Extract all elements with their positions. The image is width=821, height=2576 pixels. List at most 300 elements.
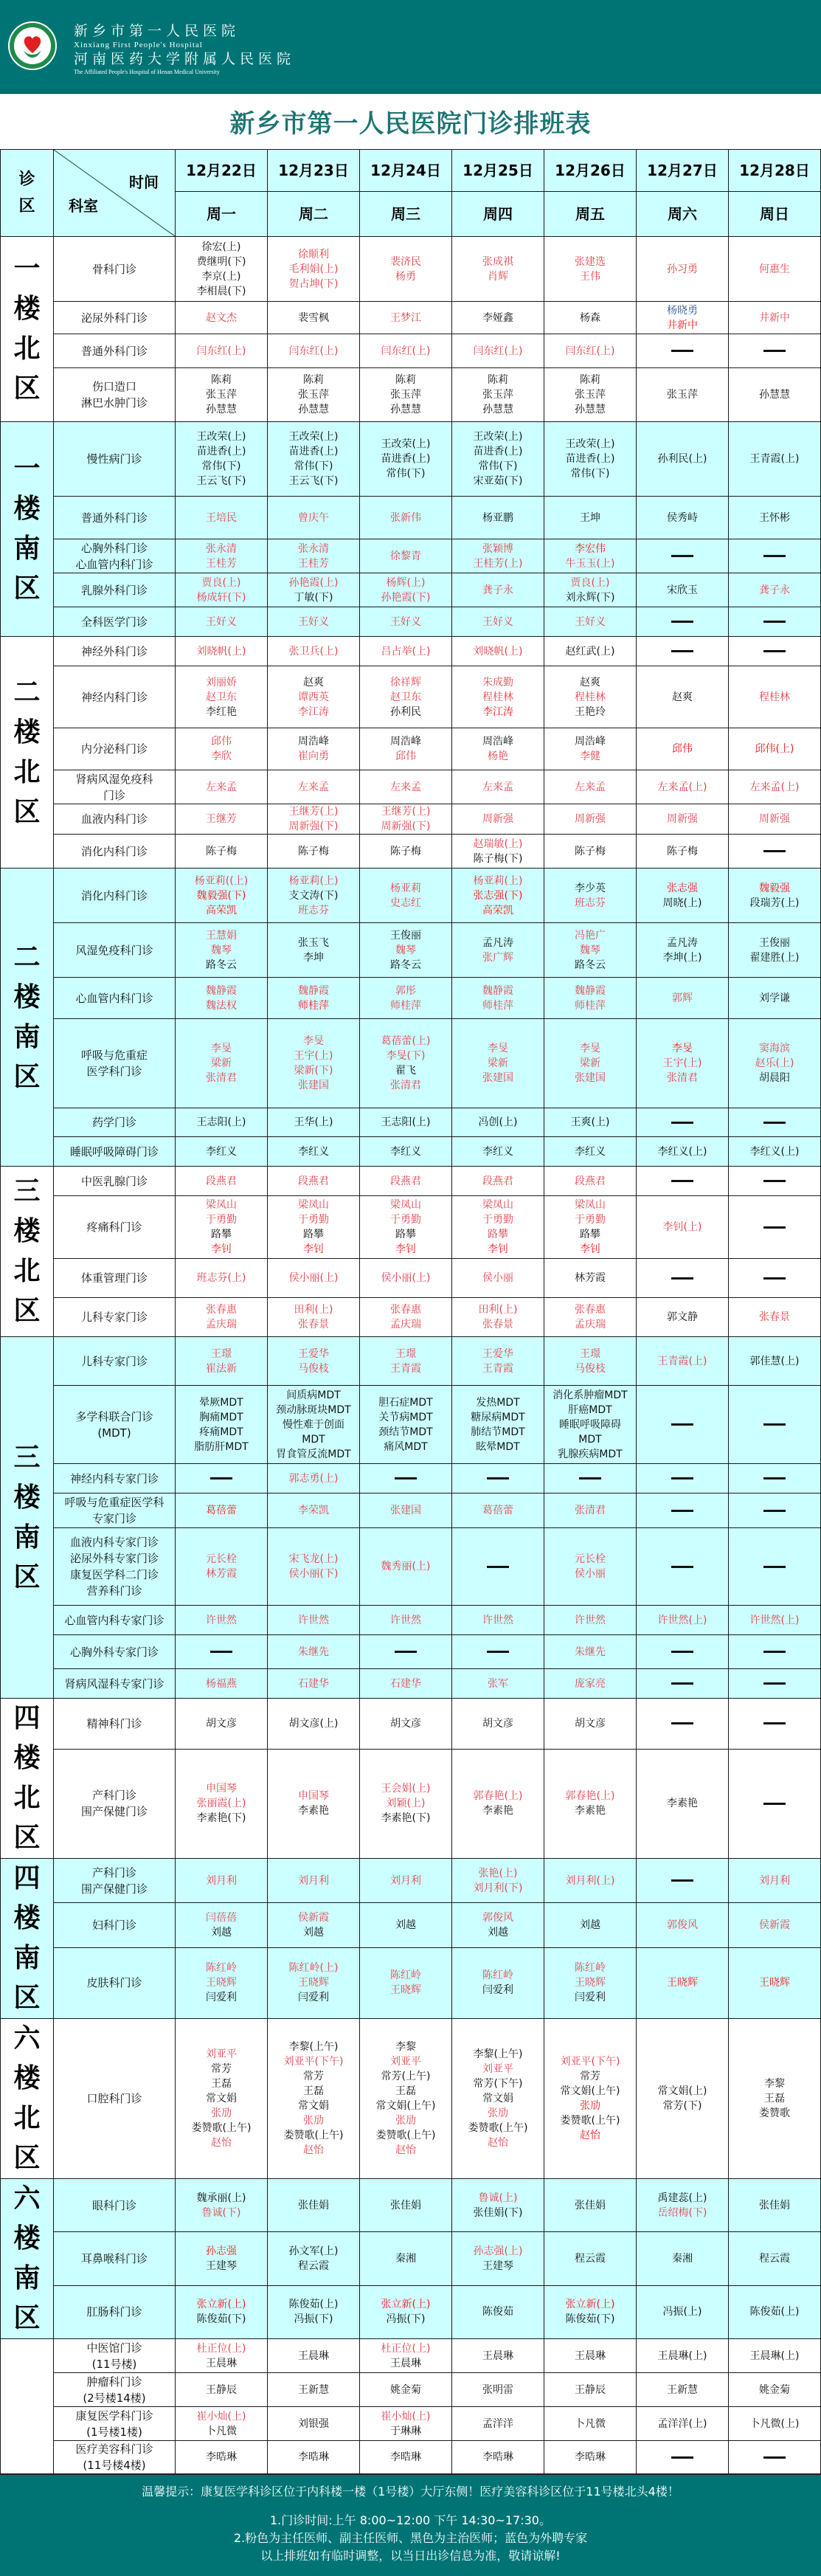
doctor-name: 徐祥辉 <box>390 676 421 688</box>
doctor-name: 程桂林 <box>575 691 606 703</box>
doctor-name: 高荣凯 <box>482 904 513 916</box>
doctor-name: 孟凡涛 <box>667 936 698 949</box>
dash-icon <box>671 650 693 652</box>
doctor-name: 王建琴 <box>206 2259 237 2272</box>
schedule-cell <box>268 1167 360 1196</box>
schedule-cell <box>360 1386 452 1464</box>
doctor-name: 张立新(上) <box>381 2299 431 2311</box>
no-clinic-text <box>509 1471 510 1472</box>
schedule-cell <box>544 1464 637 1494</box>
doctor-name: 郭俊风 <box>667 1919 698 1932</box>
schedule-cell <box>268 2232 360 2285</box>
doctor-name: 邱伟 <box>211 736 232 747</box>
doctor-name: 王晓辉 <box>759 1977 790 1989</box>
doctor-name: 段燕君 <box>575 1175 606 1187</box>
doctor-name: 周新强(下) <box>288 821 339 832</box>
schedule-cell <box>544 237 637 302</box>
no-clinic-dash <box>360 1645 451 1660</box>
doctor-name: 闫爱利 <box>298 1992 329 2004</box>
doctor-name: 李素艳 <box>575 1805 606 1817</box>
footer-line-colors: 2.粉色为主任医师、副主任医师、黑色为主治医师；蓝色为外聘专家 <box>233 2531 588 2545</box>
doctor-name: 王怀彬 <box>759 511 790 524</box>
schedule-cell <box>452 2407 544 2441</box>
doctor-name: 姚金菊 <box>759 2383 790 2396</box>
doctor-name: 周浩峰 <box>482 736 513 747</box>
no-clinic-dash <box>176 1471 267 1486</box>
dash-icon <box>671 1682 693 1685</box>
doctor-name: 孙慧慧 <box>298 404 329 415</box>
doctor-name: 孟洋洋 <box>482 2417 513 2430</box>
doctor-name: 消化系肿瘤MDT <box>552 1389 628 1401</box>
doctor-name: 杨辉(上) <box>386 576 426 589</box>
department-name: 皮肤科门诊 <box>54 1947 176 2018</box>
doctor-name: 李坤 <box>303 951 324 964</box>
schedule-cell <box>637 1137 729 1167</box>
schedule-cell <box>729 2285 821 2338</box>
department-name: 肛肠科门诊 <box>54 2285 176 2338</box>
doctor-name: 于勇勤 <box>390 1214 421 1226</box>
doctor-name: 王好义 <box>390 615 421 628</box>
doctor-name: 陈俊茹(下) <box>196 2313 246 2326</box>
schedule-row <box>1 302 821 334</box>
no-clinic-dash <box>729 1418 820 1432</box>
schedule-cell <box>360 1108 452 1137</box>
dash-icon <box>763 1226 786 1229</box>
hospital-name-cn: 新乡市第一人民医院 <box>74 23 240 39</box>
doctor-name: 刘亚平 <box>206 2048 237 2060</box>
doctor-name: 王静辰 <box>575 2383 606 2396</box>
schedule-cell <box>176 334 268 368</box>
doctor-name: 苗进香(上) <box>196 446 246 457</box>
dash-icon <box>487 1477 509 1479</box>
schedule-row <box>1 1137 821 1167</box>
doctor-name: 于勇勤 <box>298 1214 329 1226</box>
no-clinic-text <box>509 1559 510 1560</box>
doctor-name: 曾庆午 <box>298 511 329 524</box>
schedule-row <box>1 1196 821 1259</box>
schedule-cell <box>268 1528 360 1606</box>
doctor-name: 胡文彦 <box>206 1717 237 1730</box>
doctor-name: 吕占举(上) <box>381 645 431 657</box>
schedule-cell <box>729 804 821 835</box>
schedule-cell <box>544 2441 637 2474</box>
schedule-row <box>1 1108 821 1137</box>
doctor-name: 张艳(上) <box>478 1867 518 1879</box>
schedule-cell <box>729 1196 821 1259</box>
schedule-cell <box>176 637 268 666</box>
doctor-name: 陈莉 <box>303 374 324 386</box>
doctor-name: 李黎(上午) <box>288 2041 339 2053</box>
schedule-row <box>1 1259 821 1298</box>
schedule-row <box>1 1606 821 1635</box>
page-title: 新乡市第一人民医院门诊排班表 <box>229 109 592 139</box>
doctor-name: 李晧琳 <box>298 2451 329 2463</box>
doctor-name: 庞家亮 <box>575 1677 606 1690</box>
department-name: 心血管内科专家门诊 <box>54 1606 176 1635</box>
doctor-name: 张新伟 <box>390 511 421 524</box>
doctor-name: 孟庆瑞 <box>390 1319 421 1330</box>
doctor-name: 慢性难于创面 <box>283 1418 344 1431</box>
schedule-cell <box>360 302 452 334</box>
schedule-cell <box>268 728 360 770</box>
doctor-name: 翟建胜(上) <box>749 951 800 964</box>
schedule-cell <box>268 1669 360 1699</box>
doctor-name: 魏毅强(下) <box>196 889 246 902</box>
schedule-cell <box>452 1019 544 1108</box>
schedule-cell <box>637 2339 729 2373</box>
schedule-row <box>1 2019 821 2179</box>
schedule-cell <box>268 1019 360 1108</box>
doctor-name: 赵怡 <box>488 2137 508 2149</box>
doctor-name: 许世然(上) <box>749 1614 800 1626</box>
doctor-name: 肺结节MDT <box>471 1426 525 1438</box>
date-header: 12月27日 <box>637 150 729 192</box>
doctor-name: 陈子梅 <box>298 845 329 857</box>
doctor-name: 李钊 <box>580 1243 600 1255</box>
schedule-cell <box>637 728 729 770</box>
schedule-cell <box>729 1298 821 1337</box>
doctor-name: 糖尿病MDT <box>471 1411 525 1423</box>
doctor-name: 魏静霞 <box>575 984 606 997</box>
schedule-cell <box>729 368 821 422</box>
schedule-cell <box>544 1606 637 1635</box>
doctor-name: 王云飞(下) <box>288 475 339 487</box>
schedule-cell <box>176 869 268 923</box>
doctor-name: 张成祺 <box>482 255 513 268</box>
date-header-row <box>1 150 821 192</box>
zone-label: 二楼北区 <box>13 677 41 827</box>
schedule-cell <box>268 804 360 835</box>
doctor-name: 张建选 <box>575 255 606 268</box>
doctor-name: 于勇勤 <box>575 1214 606 1226</box>
no-clinic-dash <box>729 2450 820 2465</box>
doctor-name: 王会娟(上) <box>381 1783 431 1795</box>
schedule-cell <box>637 1386 729 1464</box>
schedule-cell <box>268 302 360 334</box>
doctor-name: 魏静霞 <box>482 984 513 997</box>
no-clinic-dash <box>637 1716 728 1731</box>
schedule-cell <box>268 539 360 573</box>
schedule-cell <box>452 2441 544 2474</box>
doctor-name: 牛玉玉(上) <box>565 557 615 570</box>
schedule-cell <box>360 1019 452 1108</box>
doctor-name: 关节病MDT <box>378 1411 433 1423</box>
schedule-cell <box>452 368 544 422</box>
schedule-cell <box>729 835 821 869</box>
doctor-name: 张春惠 <box>206 1304 237 1316</box>
schedule-cell <box>360 2019 452 2179</box>
schedule-cell <box>360 2407 452 2441</box>
schedule-row <box>1 978 821 1019</box>
schedule-cell <box>268 2373 360 2407</box>
doctor-name: 张建国 <box>298 1080 329 1091</box>
doctor-name: 杨森 <box>580 311 600 324</box>
doctor-name: 高荣凯 <box>206 904 237 916</box>
doctor-name: 陈俊茹(下) <box>565 2313 615 2326</box>
schedule-cell <box>268 666 360 728</box>
schedule-cell <box>452 607 544 637</box>
doctor-name: 孙志强 <box>206 2245 237 2257</box>
schedule-cell <box>637 2373 729 2407</box>
zone-label: 三楼北区 <box>13 1176 41 1326</box>
doctor-name: 常芳 <box>211 2063 232 2075</box>
department-name: 肾病风湿科专家门诊 <box>54 1669 176 1699</box>
doctor-name: 张志强 <box>667 882 698 894</box>
dash-icon <box>395 1651 417 1653</box>
schedule-cell <box>360 1298 452 1337</box>
schedule-row <box>1 1947 821 2018</box>
schedule-cell <box>360 1699 452 1750</box>
doctor-name: 贺占坤(下) <box>288 277 339 290</box>
doctor-name: 常文娟(上午) <box>560 2085 620 2097</box>
schedule-cell <box>176 573 268 607</box>
doctor-name: 王磊 <box>764 2093 785 2104</box>
doctor-name: 赵怡 <box>303 2144 324 2156</box>
doctor-name: 于勇勤 <box>206 1214 237 1226</box>
footer-notice <box>0 2474 821 2576</box>
schedule-cell <box>452 770 544 804</box>
doctor-name: 左来孟 <box>575 781 606 793</box>
schedule-cell <box>544 978 637 1019</box>
doctor-name: 闫爱利 <box>575 1992 606 2004</box>
doctor-name: 刘颖(上) <box>386 1798 426 1810</box>
schedule-row <box>1 2441 821 2474</box>
schedule-cell <box>360 1494 452 1528</box>
no-clinic-dash <box>637 1677 728 1691</box>
doctor-name: 颈动脉斑块MDT <box>276 1403 351 1416</box>
schedule-cell <box>268 1903 360 1947</box>
doctor-name: 李少英 <box>575 882 606 894</box>
department-name: 口腔科门诊 <box>54 2019 176 2179</box>
schedule-cell <box>544 334 637 368</box>
schedule-cell <box>637 539 729 573</box>
department-name: 伤口造口 淋巴水肿门诊 <box>54 368 176 422</box>
schedule-row <box>1 368 821 422</box>
doctor-name: 孙慧慧 <box>759 389 790 401</box>
schedule-cell <box>360 539 452 573</box>
doctor-name: 娄赞歌(上午) <box>375 2130 436 2141</box>
dash-icon <box>763 1510 786 1512</box>
no-clinic-dash <box>637 1174 728 1189</box>
schedule-cell <box>729 2232 821 2285</box>
schedule-cell <box>176 2019 268 2179</box>
doctor-name: 侯小丽(上) <box>381 1272 431 1284</box>
department-name: 全科医学门诊 <box>54 607 176 637</box>
doctor-name: 林芳霞 <box>206 1568 237 1580</box>
schedule-cell <box>360 1859 452 1903</box>
doctor-name: 侯新霞 <box>298 1912 329 1924</box>
doctor-name: 郭佳慧(上) <box>749 1355 800 1367</box>
schedule-row <box>1 2285 821 2338</box>
department-name: 神经内科专家门诊 <box>54 1464 176 1494</box>
doctor-name: 张玉萍 <box>206 389 237 401</box>
schedule-cell <box>176 2285 268 2338</box>
schedule-row <box>1 334 821 368</box>
doctor-name: 王璟 <box>395 1347 416 1360</box>
doctor-name: 李红艳 <box>206 705 237 718</box>
schedule-cell <box>452 804 544 835</box>
doctor-name: 李旻 <box>211 1043 232 1054</box>
schedule-row <box>1 804 821 835</box>
zone-header <box>1 150 54 237</box>
doctor-name: 赵爽 <box>303 676 324 688</box>
department-name: 耳鼻喉科门诊 <box>54 2232 176 2285</box>
date-header: 12月24日 <box>360 150 452 192</box>
doctor-name: 魏琴 <box>395 944 416 956</box>
dash-icon <box>487 1566 509 1568</box>
doctor-name: 马俊枝 <box>298 1362 329 1375</box>
doctor-name: 张玉萍 <box>575 389 606 401</box>
doctor-name: 李京(上) <box>201 270 241 283</box>
schedule-cell <box>268 1298 360 1337</box>
doctor-name: 魏静霞 <box>298 984 329 997</box>
doctor-name: 宋欣玉 <box>667 584 698 596</box>
schedule-cell <box>637 2407 729 2441</box>
no-clinic-dash <box>452 1645 544 1660</box>
schedule-cell <box>360 1749 452 1858</box>
schedule-cell <box>729 1494 821 1528</box>
schedule-cell <box>452 2339 544 2373</box>
schedule-cell <box>176 1494 268 1528</box>
doctor-name: 娄赞歌(上午) <box>283 2130 344 2141</box>
doctor-name: 李素艳 <box>482 1805 513 1817</box>
schedule-cell <box>544 1386 637 1464</box>
doctor-name: 李江涛 <box>482 705 513 718</box>
doctor-name: 李红义(上) <box>749 1145 800 1158</box>
no-clinic-text <box>693 1115 694 1116</box>
dash-icon <box>763 350 786 352</box>
doctor-name: 疼痛MDT <box>199 1426 243 1438</box>
schedule-row <box>1 1903 821 1947</box>
schedule-cell <box>729 497 821 539</box>
doctor-name: 王好义 <box>575 615 606 628</box>
zone-label: 二楼南区 <box>13 942 41 1092</box>
department-name: 内分泌科门诊 <box>54 728 176 770</box>
doctor-name: 张佳娟 <box>390 2199 421 2211</box>
schedule-cell <box>637 2285 729 2338</box>
department-name: 疼痛科门诊 <box>54 1196 176 1259</box>
schedule-row <box>1 2407 821 2441</box>
doctor-name: 陈红岭 <box>482 1969 513 1982</box>
schedule-cell <box>452 637 544 666</box>
doctor-name: 郭春艳(上) <box>565 1790 615 1803</box>
doctor-name: 王好义 <box>206 615 237 628</box>
doctor-name: 杨艳 <box>488 750 508 762</box>
schedule-cell <box>360 835 452 869</box>
schedule-cell <box>176 237 268 302</box>
doctor-name: 李旻(下) <box>386 1050 426 1062</box>
schedule-row <box>1 237 821 302</box>
schedule-cell <box>176 368 268 422</box>
schedule-cell <box>360 1947 452 2018</box>
doctor-name: 王改荣(上) <box>565 438 615 450</box>
doctor-name: 王青霞(上) <box>657 1355 707 1367</box>
dash-icon <box>671 2456 693 2459</box>
schedule-cell <box>360 2373 452 2407</box>
doctor-name: 梁凤山 <box>575 1199 606 1211</box>
schedule-cell <box>637 1196 729 1259</box>
zone-label: 四楼南区 <box>13 1863 41 2013</box>
no-clinic-dash <box>729 1174 820 1189</box>
no-clinic-text <box>693 344 694 345</box>
doctor-name: 闫东红(上) <box>288 345 339 357</box>
doctor-name: 孙慧慧 <box>206 404 237 415</box>
doctor-name: 王云飞(下) <box>196 475 246 487</box>
schedule-cell <box>452 1196 544 1259</box>
doctor-name: 张丽霞(上) <box>196 1798 246 1810</box>
schedule-cell <box>176 1108 268 1137</box>
doctor-name: 赵怡 <box>211 2137 232 2149</box>
doctor-name: 闫爱利 <box>482 1984 513 1997</box>
no-clinic-dash <box>637 615 728 629</box>
doctor-name: 孙习勇 <box>667 263 698 275</box>
doctor-name: 周新强 <box>482 813 513 825</box>
schedule-cell <box>544 1947 637 2018</box>
schedule-cell <box>544 2232 637 2285</box>
hospital-banner <box>0 0 821 93</box>
no-clinic-dash <box>729 1559 820 1574</box>
doctor-name: 李宏伟 <box>575 542 606 555</box>
doctor-name: 李旻 <box>303 1035 324 1047</box>
doctor-name: 郭俊风 <box>482 1912 513 1924</box>
schedule-cell <box>637 573 729 607</box>
doctor-name: 王爽(上) <box>570 1116 610 1128</box>
schedule-cell <box>544 2019 637 2179</box>
schedule-cell <box>452 1606 544 1635</box>
doctor-name: 鲁诚(上) <box>478 2192 518 2204</box>
schedule-row <box>1 2373 821 2407</box>
doctor-name: 段燕君 <box>482 1175 513 1187</box>
doctor-name: 常文娟 <box>206 2093 237 2104</box>
schedule-cell <box>637 334 729 368</box>
doctor-name: 李相晨(下) <box>196 285 246 297</box>
zone-label-cell <box>1 2019 54 2179</box>
schedule-cell <box>544 923 637 978</box>
doctor-name: 张劢 <box>211 2107 232 2119</box>
doctor-name: 侯新霞 <box>759 1919 790 1932</box>
no-clinic-text <box>693 1503 694 1504</box>
date-header: 12月23日 <box>268 150 360 192</box>
doctor-name: 徐黎青 <box>390 550 421 562</box>
schedule-cell <box>544 1337 637 1386</box>
doctor-name: 王璟 <box>580 1347 600 1360</box>
dash-icon <box>671 1510 693 1512</box>
zone-label-cell <box>1 2179 54 2339</box>
schedule-cell <box>729 2179 821 2232</box>
doctor-name: 陈莉 <box>211 374 232 386</box>
schedule-cell <box>268 1947 360 2018</box>
doctor-name: 赵爽 <box>580 676 600 688</box>
no-clinic-dash <box>729 1220 820 1235</box>
schedule-cell <box>176 666 268 728</box>
schedule-cell <box>544 1903 637 1947</box>
schedule-cell <box>544 835 637 869</box>
dash-icon <box>763 1722 786 1724</box>
no-clinic-dash <box>729 1645 820 1660</box>
doctor-name: 李红义 <box>575 1145 606 1158</box>
schedule-cell <box>729 573 821 607</box>
doctor-name: 睡眠呼吸障碍 <box>559 1418 621 1431</box>
schedule-cell <box>176 2339 268 2373</box>
schedule-cell <box>544 1494 637 1528</box>
doctor-name: 周新强 <box>575 813 606 825</box>
schedule-row <box>1 539 821 573</box>
schedule-cell <box>268 2019 360 2179</box>
doctor-name: 李欣 <box>211 750 232 762</box>
dash-icon <box>671 1122 693 1124</box>
schedule-cell <box>729 1464 821 1494</box>
doctor-name: 晕厥MDT <box>199 1396 243 1409</box>
